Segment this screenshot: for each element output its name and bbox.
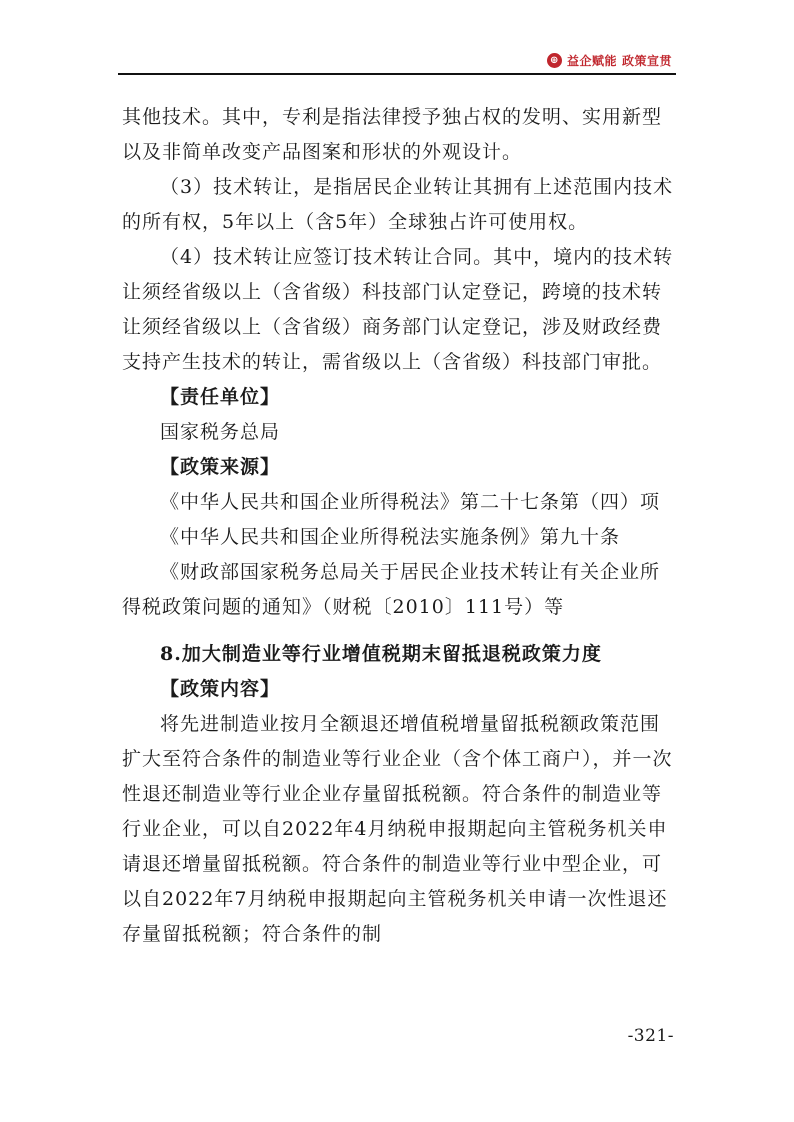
page-header	[118, 40, 676, 74]
policy-content-heading: 【政策内容】	[160, 678, 281, 700]
paragraph-2: （3）技术转让，是指居民企业转让其拥有上述范围内技术的所有权，5年以上（含5年）全球独占许可使用权。	[122, 176, 674, 233]
header-divider	[118, 73, 676, 75]
policy-source-item: 《财政部国家税务总局关于居民企业技术转让有关企业所得税政策问题的通知》（财税〔2010〕111号）等	[122, 561, 661, 618]
brand-subtitle: 政策宣贯	[621, 54, 672, 68]
policy-source-item: 《中华人民共和国企业所得税法实施条例》第九十条	[160, 526, 621, 548]
document-body	[122, 100, 678, 952]
policy-content-paragraph: 将先进制造业按月全额退还增值税增量留抵税额政策范围扩大至符合条件的制造业等行业企业（含个体工商户），并一次性退还制造业等行业企业存量留抵税额。符合条件的制造业等行业企业，可以自2022年4月纳税申报期起向主管税务机关申请退还增量留抵税额。符合条件的制造业等行业中型企业，可以自2022年7月纳税申报期起向主管税务机关申请一次性退还存量留抵税额；符合条件的制	[122, 713, 673, 945]
policy-source-item: 《中华人民共和国企业所得税法》第二十七条第（四）项	[160, 491, 661, 513]
brand-logo	[547, 52, 672, 69]
brand-emblem-icon: ⊕	[547, 53, 562, 68]
section-8-title: 8.加大制造业等行业增值税期末留抵退税政策力度	[160, 643, 602, 665]
page-number: -321-	[627, 1026, 674, 1046]
responsible-unit-value: 国家税务总局	[160, 421, 281, 443]
brand-name: 益企赋能	[566, 54, 617, 68]
paragraph-3: （4）技术转让应签订技术转让合同。其中，境内的技术转让须经省级以上（含省级）科技部门认定登记，跨境的技术转让须经省级以上（含省级）商务部门认定登记，涉及财政经费支持产生技术的转让，需省级以上（含省级）科技部门审批。	[122, 246, 674, 373]
responsible-unit-heading: 【责任单位】	[160, 386, 281, 408]
policy-source-heading: 【政策来源】	[160, 456, 281, 478]
paragraph-1: 其他技术。其中，专利是指法律授予独占权的发明、实用新型以及非简单改变产品图案和形状的外观设计。	[122, 106, 663, 163]
